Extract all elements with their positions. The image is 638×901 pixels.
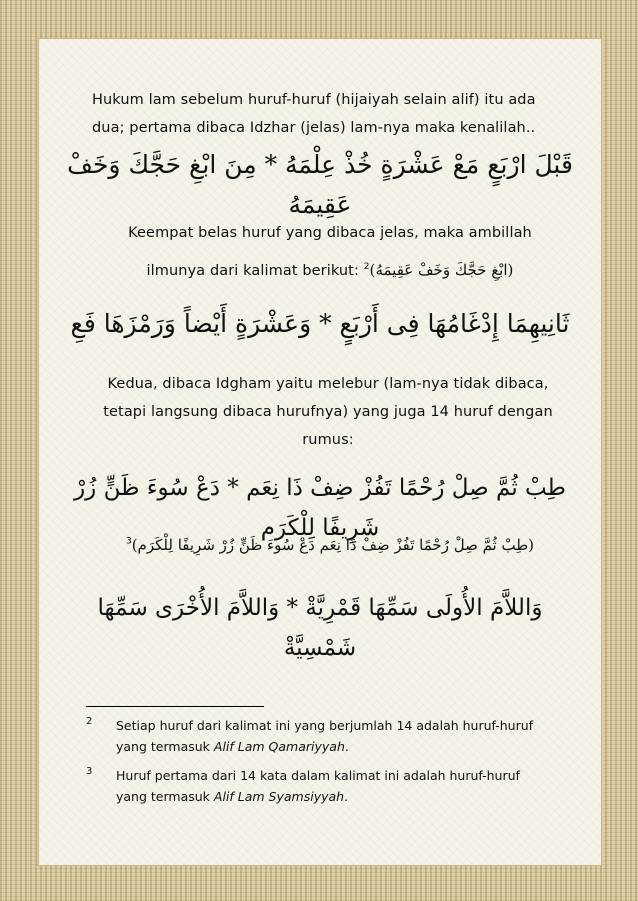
arabic-line-4-text: (طِبْ ثُمَّ صِلْ رُحْمًا تَفُزْ ضِفْ ذَا نِعَم دَعْ سُوءَ ظَنٍّ زُرْ شَرِيفًا لِلْكَرَم) — [131, 536, 535, 554]
footnote-3-prefix: yang termasuk — [116, 789, 214, 804]
paragraph-2-line-2 — [90, 253, 570, 285]
arabic-verse-2: ثَانِيهِمَا إِدْغَامُهَا فِى أَرْبَعٍ * وَعَشْرَةٍ أَيْضاً وَرَمْزَهَا فَعِ — [70, 309, 570, 338]
paragraph-2 — [90, 219, 570, 285]
footnote-2-prefix: yang termasuk — [116, 739, 214, 754]
footnote-3-number: 3 — [86, 766, 93, 777]
arabic-verse-1: قَبْلَ ارْبَعٍ مَعْ عَشْرَةٍ خُذْ عِلْمَهُ * مِنَ ابْغِ حَجَّكَ وَخَفْ عَقِيمَهُ — [67, 150, 573, 219]
footnote-2-line-2 — [116, 736, 556, 757]
footnote-ref-2: 2 — [363, 262, 370, 272]
footnote-ref-3: 3 — [125, 536, 132, 547]
paragraph-1 — [92, 86, 562, 142]
footnote-2-line-1: Setiap huruf dari kalimat ini yang berjumlah 14 adalah huruf-huruf — [116, 718, 534, 733]
paragraph-2-line-2-text: ilmunya dari kalimat berikut: — [146, 262, 359, 279]
footnote-2-suffix: . — [344, 739, 349, 754]
arabic-verse-3: طِبْ ثُمَّ صِلْ رُحْمًا تَفُزْ ضِفْ ذَا نِعَم * دَعْ سُوءَ ظَنٍّ زُرْ شَرِيفًا لِلْكَرَم — [74, 475, 566, 541]
footnote-divider — [86, 706, 264, 707]
paragraph-3-line-1: Kedua, dibaca Idgham yaitu melebur (lam-nya tidak dibaca, — [107, 376, 549, 392]
arabic-line-4 — [90, 535, 570, 554]
footnote-3-suffix: . — [344, 789, 349, 804]
footnote-2-number: 2 — [86, 716, 93, 727]
footnote-3-line-2 — [116, 786, 556, 807]
paragraph-2-line-1: Keempat belas huruf yang dibaca jelas, maka ambillah — [128, 225, 532, 241]
paragraph-3 — [88, 370, 568, 454]
arabic-verse-4: وَاللاَّمَ الأُولَى سَمِّهَا قَمْرِيَّةْ * وَاللاَّمَ الأُخْرَى سَمِّهَا شَمْسِيَّةْ — [97, 595, 543, 661]
paragraph-2-arabic: (ابْغِ حَجَّكَ وَخَفْ عَقِيمَهُ) — [369, 260, 514, 279]
footnote-2 — [116, 715, 556, 757]
footnote-3 — [116, 765, 556, 807]
paragraph-1-line-1: Hukum lam sebelum huruf-huruf (hijaiyah selain alif) itu ada — [92, 92, 536, 108]
footnote-3-term: Alif Lam Syamsiyyah — [213, 789, 345, 804]
paragraph-3-line-2: tetapi langsung dibaca hurufnya) yang juga 14 huruf dengan — [103, 404, 553, 420]
footnote-3-line-1: Huruf pertama dari 14 kata dalam kalimat ini adalah huruf-huruf — [116, 768, 520, 783]
paragraph-1-line-2: dua; pertama dibaca Idzhar (jelas) lam-nya maka kenalilah.. — [92, 120, 536, 136]
paragraph-3-line-3: rumus: — [302, 432, 354, 448]
footnote-2-term: Alif Lam Qamariyyah — [213, 739, 345, 754]
